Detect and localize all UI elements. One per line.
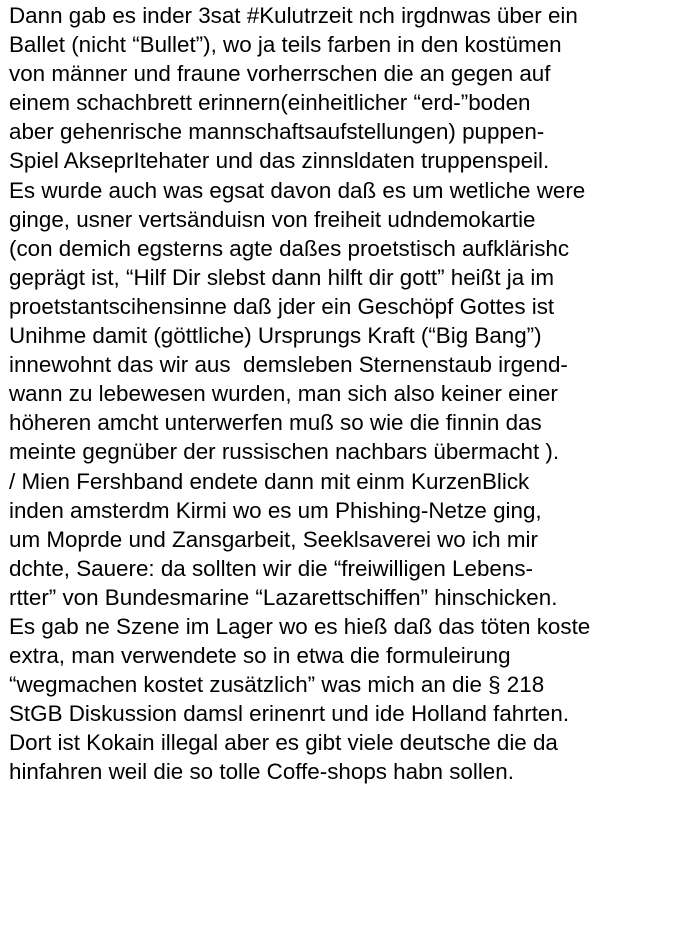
text-line-11: proetstantscihensinne daß jder ein Geschöpf Gottes ist [9,293,555,319]
text-line-15: höheren amcht unterwerfen muß so wie die finnin das [9,410,542,436]
text-line-25: StGB Diskussion damsl erinenrt und ide Holland fahrten. [9,701,570,727]
text-line-21: rtter” von Bundesmarine “Lazarettschiffen” hinschicken. [9,584,558,610]
text-line-22: Es gab ne Szene im Lager wo es hieß daß das töten koste [9,613,591,639]
text-line-27: hinfahren weil die so tolle Coffe-shops habn sollen. [9,759,514,785]
text-line-17: / Mien Fershband endete dann mit einm KurzenBlick [9,468,530,494]
text-line-14: wann zu lebewesen wurden, man sich also keiner einer [9,381,558,407]
text-line-3: von männer und fraune vorherrschen die an gegen auf [9,61,551,87]
document-text [9,1,681,787]
text-line-24: “wegmachen kostet zusätzlich” was mich an die § 218 [9,672,545,698]
text-line-13: innewohnt das wir aus demsleben Sternenstaub irgend- [9,352,568,378]
text-line-5: aber gehenrische mannschaftsaufstellungen) puppen- [9,119,545,145]
text-line-20: dchte, Sauere: da sollten wir die “freiwilligen Lebens- [9,555,533,581]
text-line-1: Dann gab es inder 3sat #Kulutrzeit nch irgdnwas über ein [9,3,578,28]
text-line-7: Es wurde auch was egsat davon daß es um wetliche were [9,177,586,203]
text-line-12: Unihme damit (göttliche) Ursprungs Kraft (“Big Bang”) [9,323,542,349]
text-line-23: extra, man verwendete so in etwa die formuleirung [9,643,511,669]
text-line-2: Ballet (nicht “Bullet”), wo ja teils farben in den kostümen [9,32,562,58]
text-line-8: ginge, usner vertsänduisn von freiheit udndemokartie [9,206,536,232]
text-line-4: einem schachbrett erinnern(einheitlicher “erd-”boden [9,90,531,116]
text-line-18: inden amsterdm Kirmi wo es um Phishing-Netze ging, [9,497,542,523]
text-line-16: meinte gegnüber der russischen nachbars übermacht ). [9,439,560,465]
text-line-19: um Moprde und Zansgarbeit, Seeklsaverei wo ich mir [9,526,538,552]
text-line-10: geprägt ist, “Hilf Dir slebst dann hilft dir gott” heißt ja im [9,264,555,290]
text-line-26: Dort ist Kokain illegal aber es gibt viele deutsche die da [9,730,558,756]
text-line-6: Spiel AkseprItehater und das zinnsldaten truppenspeil. [9,148,550,174]
text-line-9: (con demich egsterns agte daßes proetstisch aufklärishc [9,235,570,261]
